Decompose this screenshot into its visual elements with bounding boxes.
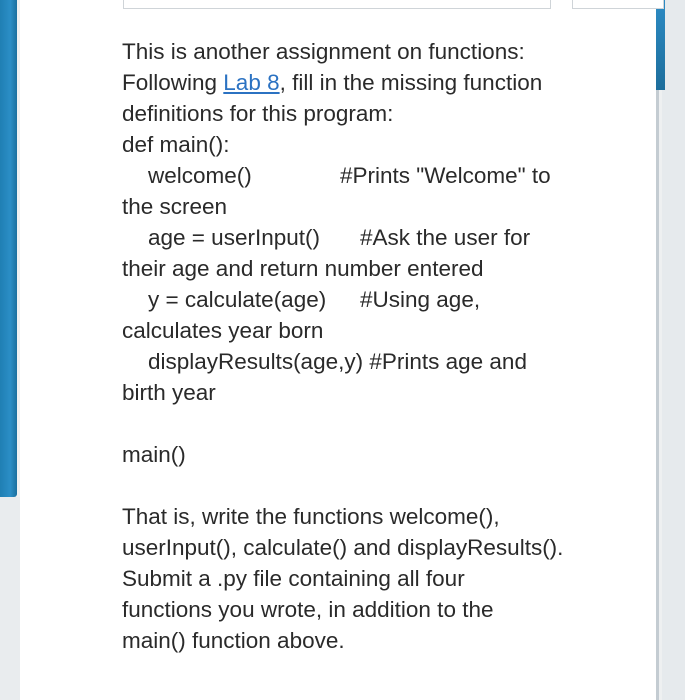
outro-line: That is, write the functions welcome(), <box>122 504 500 529</box>
intro-text: Following <box>122 70 224 95</box>
input-box-edge <box>123 0 551 9</box>
spacer <box>122 408 592 439</box>
left-sidebar-bar <box>0 0 17 497</box>
code-line: calculates year born <box>122 318 324 343</box>
code-text: y = calculate(age) <box>148 287 327 312</box>
code-line <box>122 160 592 191</box>
code-line: def main(): <box>122 132 230 157</box>
outro-line: main() function above. <box>122 628 345 653</box>
assignment-text <box>122 36 592 656</box>
code-line: main() <box>122 442 186 467</box>
right-gutter <box>662 0 685 700</box>
code-line <box>122 284 592 315</box>
intro-line <box>122 67 592 98</box>
outro-line: functions you wrote, in addition to the <box>122 597 494 622</box>
code-comment: #Using age, <box>360 287 481 312</box>
code-text: welcome() <box>148 163 252 188</box>
code-line: birth year <box>122 380 216 405</box>
code-comment: #Prints "Welcome" to <box>340 163 551 188</box>
left-gutter <box>0 497 20 700</box>
input-box-edge-right <box>572 0 664 9</box>
intro-line: This is another assignment on functions: <box>122 39 525 64</box>
code-line <box>122 222 592 253</box>
code-comment: #Ask the user for <box>360 225 531 250</box>
code-line: their age and return number entered <box>122 256 484 281</box>
code-text: age = userInput() <box>148 225 320 250</box>
spacer <box>122 470 592 501</box>
intro-text: , fill in the missing function <box>279 70 543 95</box>
panel-right-border <box>656 90 659 700</box>
outro-line: userInput(), calculate() and displayResults(). <box>122 535 564 560</box>
lab8-link[interactable]: Lab 8 <box>223 70 280 95</box>
code-line: the screen <box>122 194 228 219</box>
intro-line: definitions for this program: <box>122 101 394 126</box>
right-accent-bar <box>656 0 665 90</box>
code-line: displayResults(age,y) #Prints age and <box>148 349 527 374</box>
outro-line: Submit a .py file containing all four <box>122 566 465 591</box>
